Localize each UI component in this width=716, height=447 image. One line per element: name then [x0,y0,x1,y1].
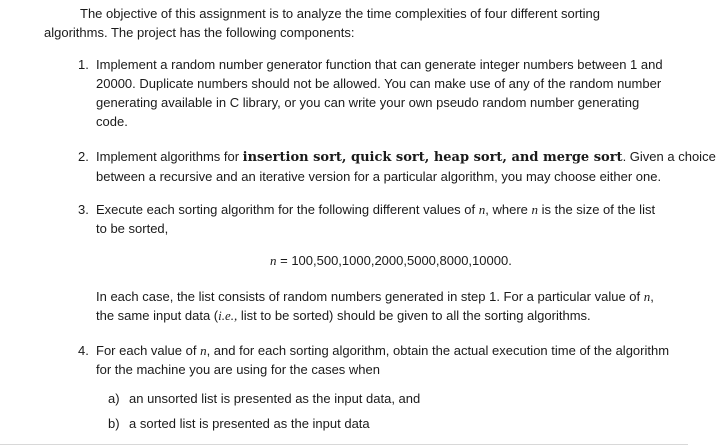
list-item-1 [78,55,686,131]
item-number: 3. [78,202,89,217]
item1-line-4: code. [96,114,128,129]
italic-n: n [643,289,651,304]
formula-values: = 100,500,1000,2000,5000,8000,10000. [276,253,512,268]
item2-prefix: Implement algorithms for [96,149,243,164]
formula-variable: n [270,253,277,268]
item3-para-text: list to be sorted) should be given to all the sorting algorithms. [237,308,591,323]
item1-line-3: generating available in C library, or you can write your own pseudo random number generating [96,95,640,110]
item3-text: Execute each sorting algorithm for the following different values of [96,202,479,217]
intro-paragraph [44,4,682,42]
item4-text: For each value of [96,343,201,358]
sub-item-text: a sorted list is presented as the input data [129,416,370,431]
item2-line-2: between a recursive and an iterative version for a particular algorithm, you may choose either one. [96,169,662,184]
item2-line-1 [96,147,716,167]
item2-bold-algorithms: insertion sort, quick sort, heap sort, and merge sort [242,150,623,165]
item3-para-text: In each case, the list consists of random numbers generated in step 1. For a particular value of [96,289,644,304]
italic-n: n [531,202,539,217]
item3-line-1 [96,200,686,219]
item2-suffix: . Given a choice [622,149,716,164]
item3-paragraph [78,287,686,325]
sub-item-a [108,389,420,408]
item4-line-2: for the machine you are using for the cases when [96,362,380,377]
item-number: 4. [78,343,89,358]
sub-item-text: an unsorted list is presented as the input data, and [129,391,421,406]
item4-text: , and for each sorting algorithm, obtain the actual execution time of the algorithm [206,343,670,358]
intro-line-1: The objective of this assignment is to analyze the time complexities of four different sorting [80,6,601,21]
italic-n: n [200,343,207,358]
item4-line-1 [96,341,686,360]
item1-line-1: Implement a random number generator function that can generate integer numbers between 1 and [96,57,663,72]
item3-text: , where [485,202,532,217]
italic-n: n [478,202,486,217]
list-item-2 [78,147,716,186]
sub-item-b [108,414,370,433]
item3-line-2: to be sorted, [96,221,169,236]
item3-para-line-1 [96,287,686,306]
sub-item-label: b) [108,416,120,431]
item3-text: is the size of the list [538,202,656,217]
item3-para-text: , [650,289,654,304]
list-item-3 [78,200,686,238]
item-number: 2. [78,149,89,164]
item3-para-line-2 [96,306,686,325]
intro-line-2: algorithms. The project has the following components: [44,25,355,40]
sub-item-label: a) [108,391,120,406]
size-formula [270,253,512,269]
bottom-divider [0,444,688,445]
italic-ie: i.e., [218,308,238,323]
item3-para-text: the same input data ( [96,308,219,323]
list-item-4 [78,341,686,379]
item-number: 1. [78,57,89,72]
item1-line-2: 20000. Duplicate numbers should not be allowed. You can make use of any of the random number [96,76,662,91]
